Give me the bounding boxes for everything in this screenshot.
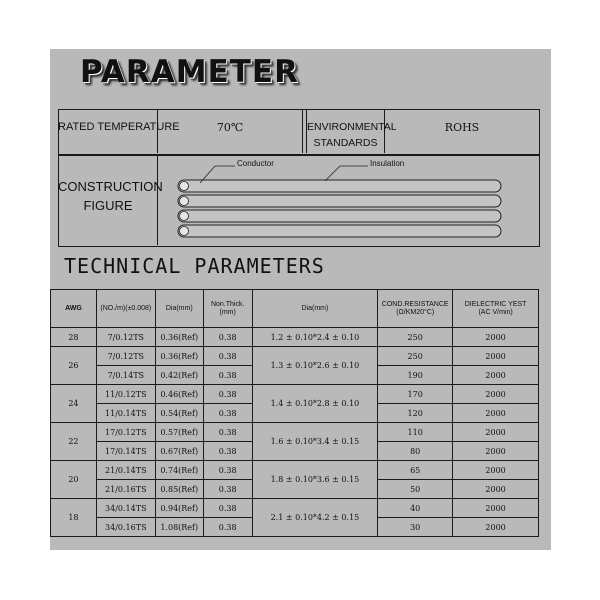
cell-dia: 0.42(Ref) [155,366,203,385]
table-row [51,499,539,518]
cell-no: 21/0.14TS [96,461,155,480]
table-row [51,461,539,480]
cell-dia: 0.57(Ref) [155,423,203,442]
table-row [51,423,539,442]
conductor-ends [180,182,189,236]
header-thickness-line-2: (mm) [219,308,236,316]
cell-od: 1.2 ± 0.10*2.4 ± 0.10 [252,328,378,347]
cell-dia: 0.67(Ref) [155,442,203,461]
header-dielectric [453,290,539,328]
cell-thick: 0.38 [203,328,252,347]
cell-od: 1.4 ± 0.10*2.8 ± 0.10 [252,385,378,423]
cell-awg: 18 [51,499,97,537]
cell-resistance: 250 [378,328,453,347]
cell-resistance: 110 [378,423,453,442]
cell-od: 1.6 ± 0.10*3.4 ± 0.15 [252,423,378,461]
header-resistance-line-1: COND.RESISTANCE [381,300,449,308]
cell-thick: 0.38 [203,385,252,404]
cell-dielectric: 2000 [453,404,539,423]
cell-resistance: 40 [378,499,453,518]
cell-resistance: 50 [378,480,453,499]
cell-dielectric: 2000 [453,461,539,480]
cell-no: 17/0.14TS [96,442,155,461]
cell-no: 7/0.12TS [96,347,155,366]
cell-od: 1.3 ± 0.10*2.6 ± 0.10 [252,347,378,385]
cell-resistance: 190 [378,366,453,385]
cell-thick: 0.38 [203,499,252,518]
cell-no: 11/0.12TS [96,385,155,404]
cell-dielectric: 2000 [453,423,539,442]
cell-thick: 0.38 [203,461,252,480]
cell-dielectric: 2000 [453,442,539,461]
cell-awg: 22 [51,423,97,461]
cell-thick: 0.38 [203,423,252,442]
wire-strand-2 [178,195,501,207]
cell-resistance: 80 [378,442,453,461]
cell-dia: 0.94(Ref) [155,499,203,518]
table-row [51,328,539,347]
cell-awg: 20 [51,461,97,499]
cell-dielectric: 2000 [453,499,539,518]
header-dielectric-line-2: (AC V/min) [478,308,513,316]
cell-dia: 0.85(Ref) [155,480,203,499]
cell-awg: 24 [51,385,97,423]
cell-dielectric: 2000 [453,366,539,385]
cell-dielectric: 2000 [453,347,539,366]
cell-thick: 0.38 [203,442,252,461]
table-row [51,385,539,404]
insulation-label: Insulation [370,159,405,168]
cell-no: 34/0.16TS [96,518,155,537]
cell-no: 7/0.12TS [96,328,155,347]
parameter-sheet [50,49,551,550]
construction-label: CONSTRUCTION [58,179,163,194]
technical-table [50,289,539,537]
technical-frame [50,246,540,289]
cell-resistance: 30 [378,518,453,537]
cell-dielectric: 2000 [453,480,539,499]
cell-resistance: 170 [378,385,453,404]
cell-awg: 28 [51,328,97,347]
table-row [51,347,539,366]
figure-label: FIGURE [83,198,133,213]
technical-heading: TECHNICAL PARAMETERS [64,254,325,278]
wire-strand-4 [178,225,501,237]
environmental-value: ROHS [444,121,480,134]
wire-strand-1 [178,180,501,192]
cell-thick: 0.38 [203,518,252,537]
header-dia: Dia(mm) [155,290,203,328]
header-dielectric-line-1: DIELECTRIC YEST [464,300,527,308]
cell-dia: 0.74(Ref) [155,461,203,480]
cell-dielectric: 2000 [453,385,539,404]
cell-no: 11/0.14TS [96,404,155,423]
cell-dia: 0.46(Ref) [155,385,203,404]
cell-dia: 0.54(Ref) [155,404,203,423]
cell-no: 21/0.16TS [96,480,155,499]
rated-temperature-label: RATED TEMPERATURE [58,121,180,133]
cell-thick: 0.38 [203,366,252,385]
cell-thick: 0.38 [203,347,252,366]
header-awg: AWG [51,290,97,328]
cell-dia: 1.08(Ref) [155,518,203,537]
cell-resistance: 65 [378,461,453,480]
cell-resistance: 120 [378,404,453,423]
wire-strand-3 [178,210,501,222]
header-resistance [378,290,453,328]
cell-dia: 0.36(Ref) [155,328,203,347]
cell-no: 17/0.12TS [96,423,155,442]
header-thickness [203,290,252,328]
page-title: PARAMETER [80,54,299,90]
header-no-m: (NO./m)(±0.008) [96,290,155,328]
header-resistance-line-2: (Ω/KM20°C) [396,308,435,316]
header-thickness-line-1: Non.Thick. [210,300,245,308]
cell-resistance: 250 [378,347,453,366]
cell-dielectric: 2000 [453,328,539,347]
rated-temperature-value: 70℃ [216,121,244,134]
cell-dia: 0.36(Ref) [155,347,203,366]
cell-no: 7/0.14TS [96,366,155,385]
cell-dielectric: 2000 [453,518,539,537]
cell-od: 1.8 ± 0.10*3.6 ± 0.15 [252,461,378,499]
cable-strands [178,180,501,237]
cell-thick: 0.38 [203,404,252,423]
table-header-row [51,290,539,328]
cell-thick: 0.38 [203,480,252,499]
standards-label: STANDARDS [313,137,378,149]
cell-awg: 26 [51,347,97,385]
cell-od: 2.1 ± 0.10*4.2 ± 0.15 [252,499,378,537]
header-dia2: Dia(mm) [252,290,378,328]
environmental-label: ENVIRONMENTAL [307,121,397,133]
cell-no: 34/0.14TS [96,499,155,518]
conductor-label: Conductor [237,159,274,168]
